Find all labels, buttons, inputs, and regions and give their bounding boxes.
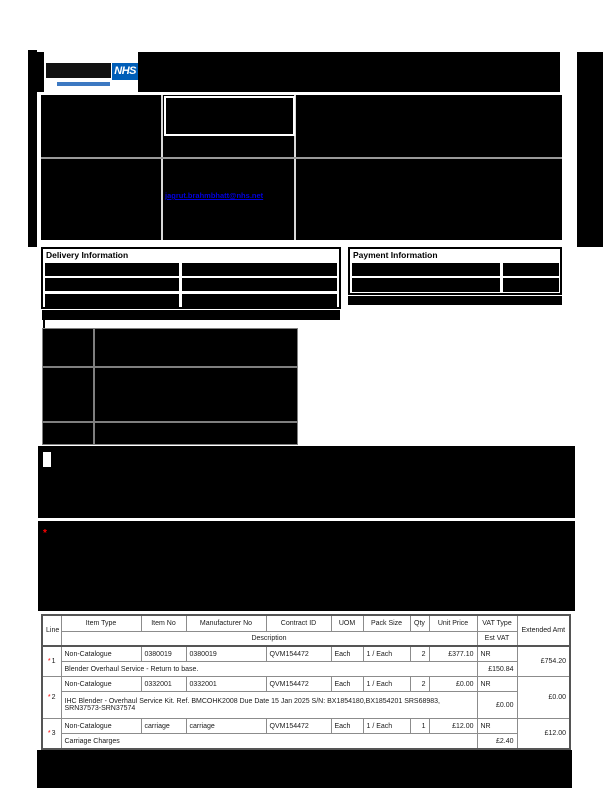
cell-item-type: Non-Catalogue	[61, 719, 141, 734]
order-details-table-redacted	[42, 328, 298, 445]
cell-extended-amt: £0.00	[517, 677, 570, 719]
cell-pack-size: 1 / Each	[363, 719, 410, 734]
redacted-value	[182, 278, 337, 291]
line-number: 1	[51, 658, 56, 665]
details-grid-divider	[43, 366, 297, 368]
cell-uom: Each	[331, 677, 363, 692]
cell-pack-size: 1 / Each	[363, 677, 410, 692]
header-uom: UOM	[331, 615, 363, 632]
cell-uom: Each	[331, 646, 363, 662]
item-row	[42, 677, 570, 692]
redaction-block-lower	[38, 521, 575, 611]
cell-line	[42, 719, 61, 750]
items-header-row-2	[42, 632, 570, 647]
footnote-asterisk: *	[43, 528, 47, 539]
line-number: 3	[51, 730, 56, 737]
redacted-field	[45, 263, 179, 276]
line-number: 2	[51, 694, 56, 701]
header-pack-size: Pack Size	[363, 615, 410, 632]
payment-information-section	[348, 247, 562, 295]
cell-manufacturer-no: 0380019	[186, 646, 266, 662]
order-number-box-redacted	[164, 96, 295, 136]
cell-vat-type: NR	[477, 646, 517, 662]
cell-est-vat: £2.40	[477, 734, 517, 750]
cell-unit-price: £377.10	[429, 646, 477, 662]
items-header-row-1	[42, 615, 570, 632]
cell-manufacturer-no: carriage	[186, 719, 266, 734]
header-item-no: Item No	[141, 615, 186, 632]
header-qty: Qty	[410, 615, 429, 632]
item-row	[42, 646, 570, 662]
redacted-value	[182, 263, 337, 276]
cell-unit-price: £0.00	[429, 677, 477, 692]
cell-extended-amt: £754.20	[517, 646, 570, 677]
redaction-bottom-band	[37, 750, 572, 788]
header-line: Line	[42, 615, 61, 646]
cell-uom: Each	[331, 719, 363, 734]
item-description-row	[42, 734, 570, 750]
trust-name-redaction	[46, 63, 111, 78]
redaction-block-upper	[38, 446, 575, 518]
cell-item-no: carriage	[141, 719, 186, 734]
cell-pack-size: 1 / Each	[363, 646, 410, 662]
cell-item-no: 0332001	[141, 677, 186, 692]
line-items-table	[41, 614, 571, 750]
item-description-row	[42, 662, 570, 677]
cell-unit-price: £12.00	[429, 719, 477, 734]
payment-information-title: Payment Information	[353, 250, 438, 260]
redaction-band-under-payment	[348, 296, 562, 305]
line-asterisk: *	[47, 694, 51, 701]
redacted-field	[45, 278, 179, 291]
cell-item-type: Non-Catalogue	[61, 646, 141, 662]
cell-description: Blender Overhaul Service - Return to base.	[61, 662, 477, 677]
header-manufacturer-no: Manufacturer No	[186, 615, 266, 632]
details-grid-divider	[43, 421, 297, 423]
redacted-field	[352, 263, 500, 276]
cell-description: IHC Blender - Overhaul Service Kit. Ref. BMCOHK2008 Due Date 15 Jan 2025 S/N: BX1854180,BX1854201 SRS68983, SRN37573-SRN37574	[61, 692, 477, 719]
header-unit-price: Unit Price	[429, 615, 477, 632]
trust-tagline-redaction	[57, 82, 110, 86]
line-asterisk: *	[47, 730, 51, 737]
checkbox-mark	[42, 451, 52, 468]
redacted-value	[182, 294, 337, 307]
nhs-logo: NHS	[112, 63, 138, 80]
cell-vat-type: NR	[477, 719, 517, 734]
header-contract-id: Contract ID	[266, 615, 331, 632]
redaction-band-under-delivery	[42, 310, 340, 320]
header-item-type: Item Type	[61, 615, 141, 632]
cell-qty: 2	[410, 646, 429, 662]
logo-panel	[44, 52, 138, 95]
address-section-redacted	[41, 95, 562, 240]
cell-item-no: 0380019	[141, 646, 186, 662]
cell-item-type: Non-Catalogue	[61, 677, 141, 692]
cell-contract-id: QVM154472	[266, 646, 331, 662]
redacted-value	[503, 263, 559, 276]
cell-manufacturer-no: 0332001	[186, 677, 266, 692]
delivery-information-title: Delivery Information	[46, 250, 129, 260]
redacted-field	[352, 278, 500, 292]
cell-description: Carriage Charges	[61, 734, 477, 750]
cell-line	[42, 677, 61, 719]
cell-line	[42, 646, 61, 677]
address-grid-divider	[161, 95, 163, 240]
cell-qty: 2	[410, 677, 429, 692]
line-asterisk: *	[47, 658, 51, 665]
contact-email-link[interactable]: jagrut.brahmbhatt@nhs.net	[165, 191, 264, 200]
item-description-row	[42, 692, 570, 719]
delivery-information-section	[41, 247, 341, 309]
cell-extended-amt: £12.00	[517, 719, 570, 750]
cell-vat-type: NR	[477, 677, 517, 692]
address-grid-divider	[41, 157, 562, 159]
cell-est-vat: £150.84	[477, 662, 517, 677]
redacted-field	[45, 294, 179, 307]
redacted-value	[503, 278, 559, 292]
header-extended-amt: Extended Amt	[517, 615, 570, 646]
header-est-vat: Est VAT	[477, 632, 517, 647]
details-grid-divider	[93, 329, 95, 444]
header-vat-type: VAT Type	[477, 615, 517, 632]
cell-qty: 1	[410, 719, 429, 734]
cell-est-vat: £0.00	[477, 692, 517, 719]
item-row	[42, 719, 570, 734]
redaction-tick	[43, 316, 45, 328]
cell-contract-id: QVM154472	[266, 719, 331, 734]
header-description: Description	[61, 632, 477, 647]
redaction-right-strip	[577, 52, 603, 247]
cell-contract-id: QVM154472	[266, 677, 331, 692]
redaction-left-strip	[28, 50, 37, 247]
